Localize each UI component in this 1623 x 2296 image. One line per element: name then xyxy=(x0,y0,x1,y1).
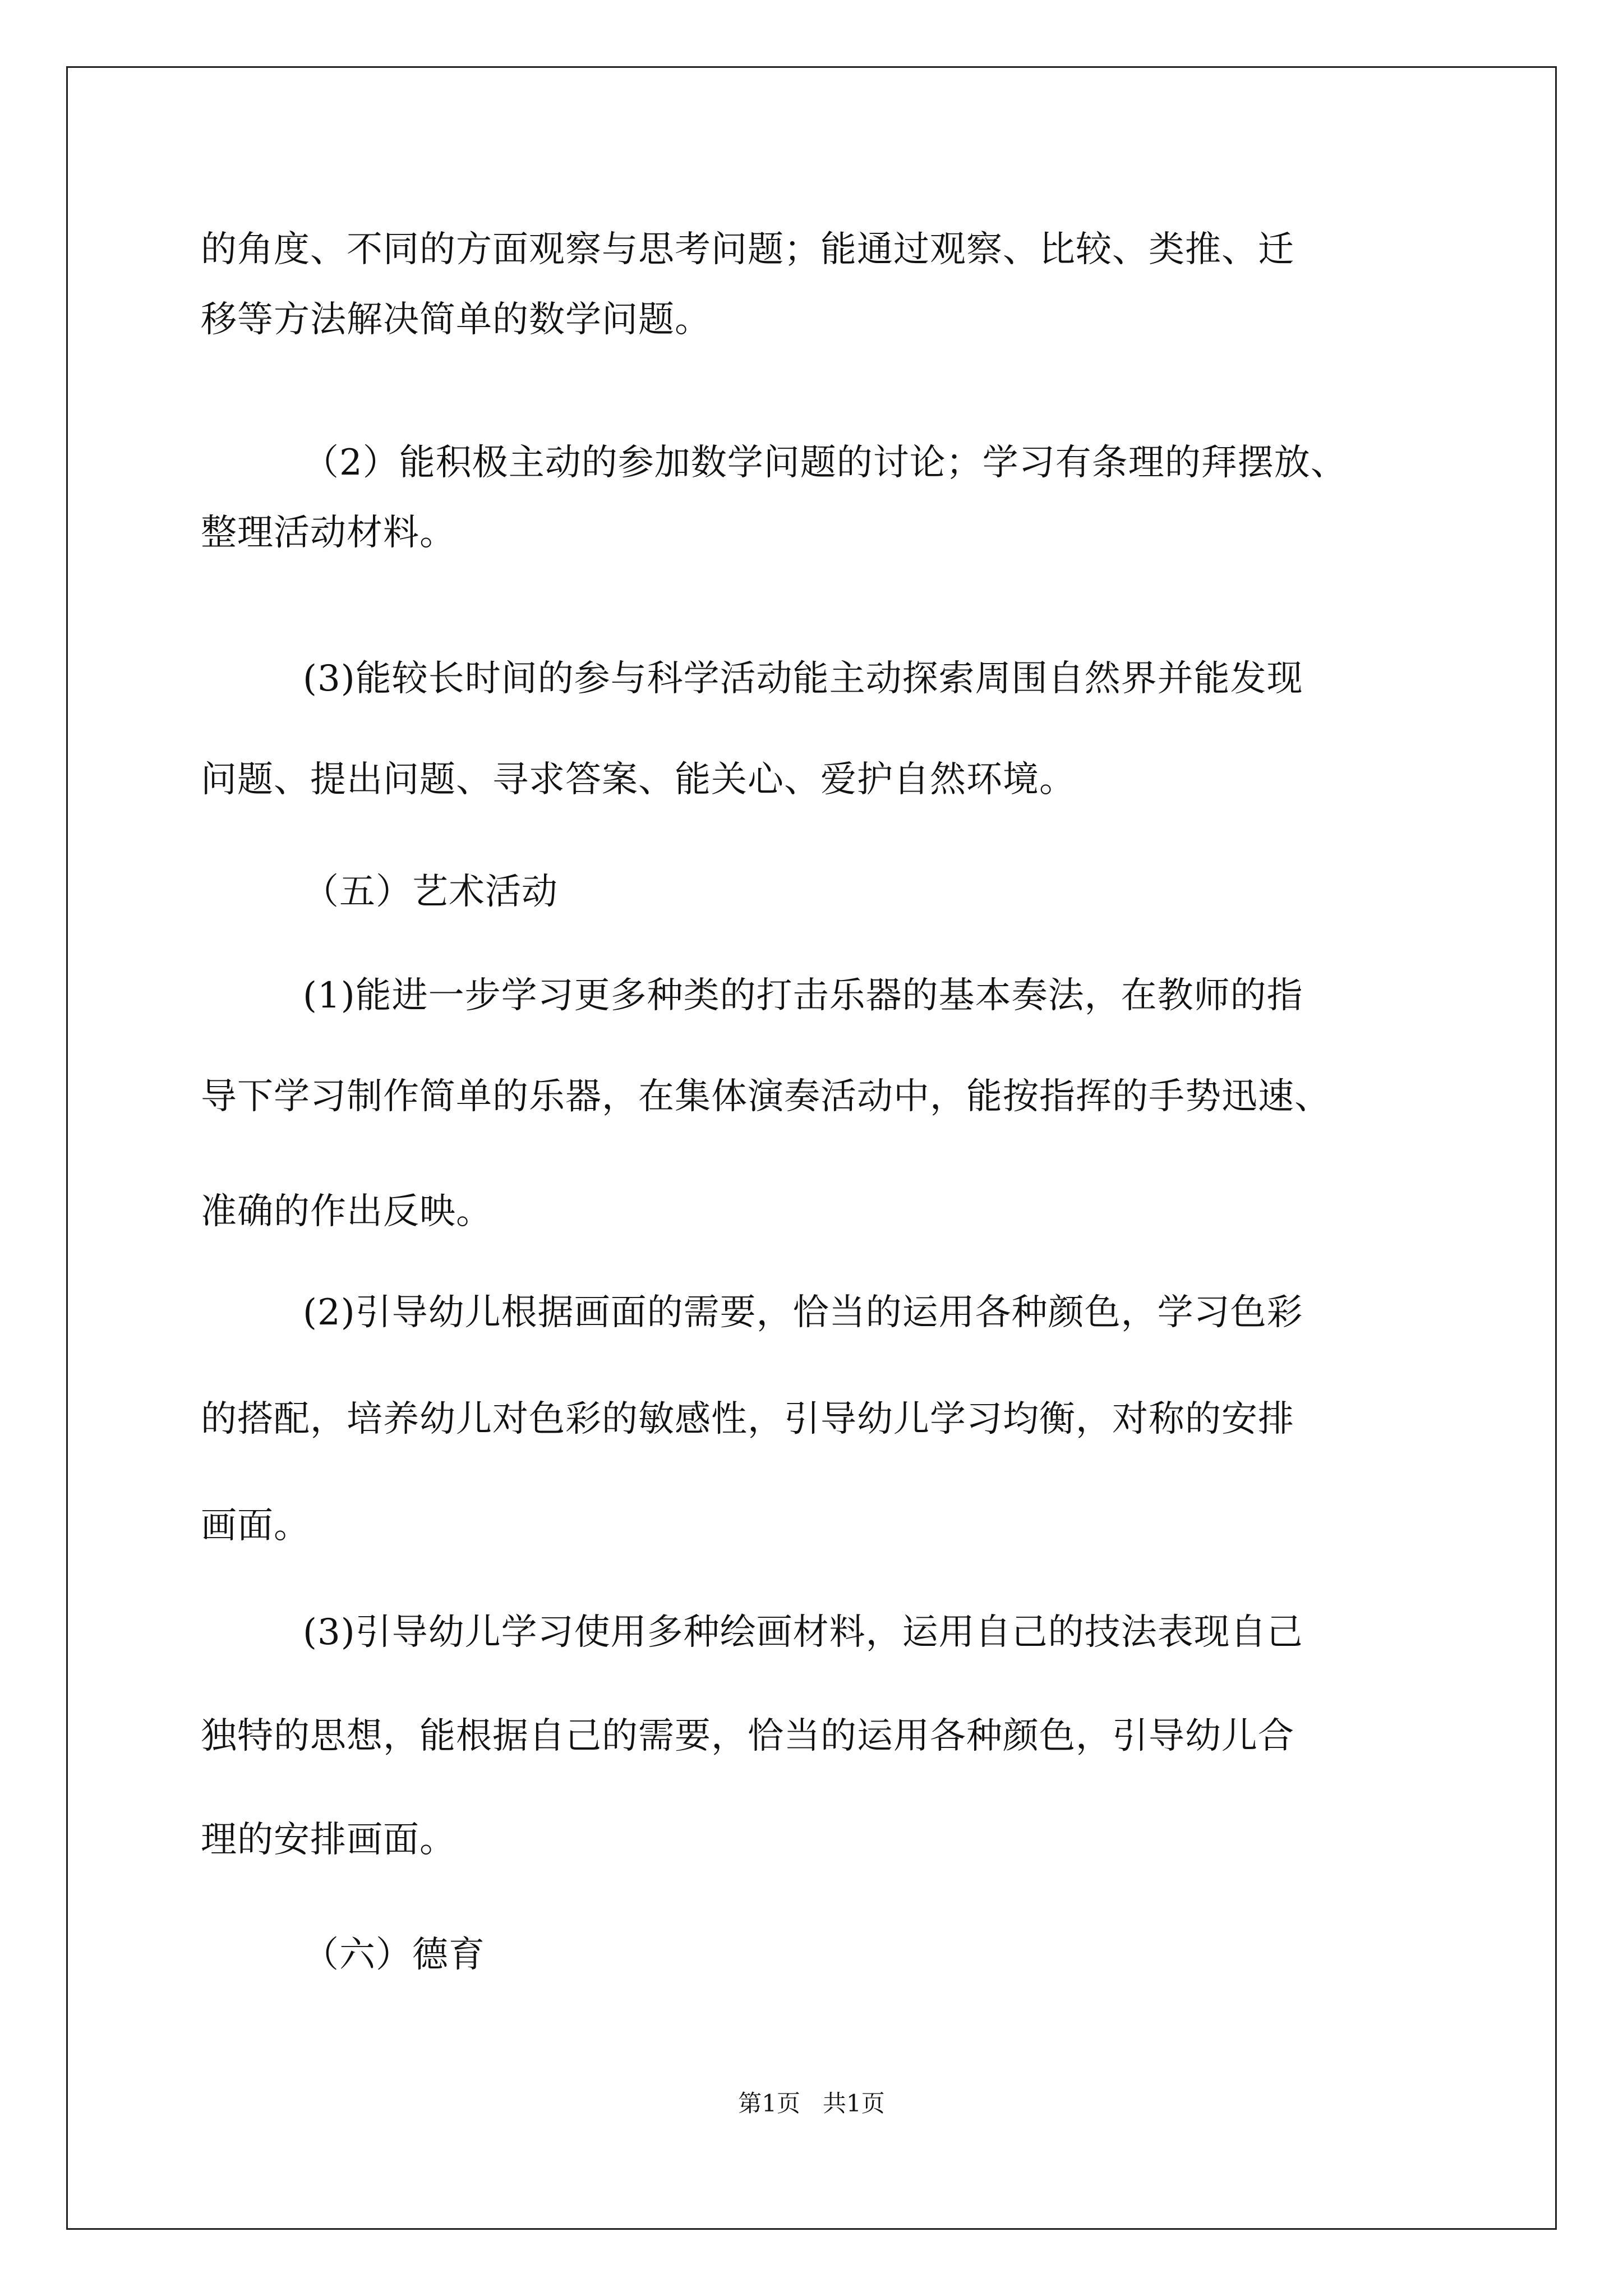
paragraph-line: 导下学习制作简单的乐器，在集体演奏活动中，能按指挥的手势迅速、 xyxy=(201,1076,1331,1117)
paragraph-line: 的角度、不同的方面观察与思考问题；能通过观察、比较、类推、迁 xyxy=(201,229,1294,270)
page-number: 第1页 共1页 xyxy=(738,2090,885,2117)
section-heading: （六）德育 xyxy=(303,1934,485,1976)
paragraph-line: 的搭配，培养幼儿对色彩的敏感性，引导幼儿学习均衡，对称的安排 xyxy=(201,1398,1294,1440)
paragraph-line: 画面。 xyxy=(201,1505,310,1547)
paragraph-line: (2)引导幼儿根据画面的需要，恰当的运用各种颜色，学习色彩 xyxy=(303,1292,1303,1333)
paragraph-line: （2）能积极主动的参加数学问题的讨论；学习有条理的拜摆放、 xyxy=(303,442,1347,484)
paragraph-line: 独特的思想，能根据自己的需要，恰当的运用各种颜色，引导幼儿合 xyxy=(201,1715,1294,1757)
page-border xyxy=(66,66,1557,2230)
paragraph-line: 理的安排画面。 xyxy=(201,1819,456,1861)
paragraph-line: (3)引导幼儿学习使用多种绘画材料，运用自己的技法表现自己 xyxy=(303,1612,1303,1653)
paragraph-line: 移等方法解决简单的数学问题。 xyxy=(201,299,711,341)
paragraph-line: 整理活动材料。 xyxy=(201,512,456,554)
paragraph-line: (3)能较长时间的参与科学活动能主动探索周围自然界并能发现 xyxy=(303,658,1303,700)
paragraph-line: (1)能进一步学习更多种类的打击乐器的基本奏法，在教师的指 xyxy=(303,975,1303,1016)
paragraph-line: 准确的作出反映。 xyxy=(201,1191,492,1232)
section-heading: （五）艺术活动 xyxy=(303,871,558,913)
paragraph-line: 问题、提出问题、寻求答案、能关心、爱护自然环境。 xyxy=(201,759,1076,800)
